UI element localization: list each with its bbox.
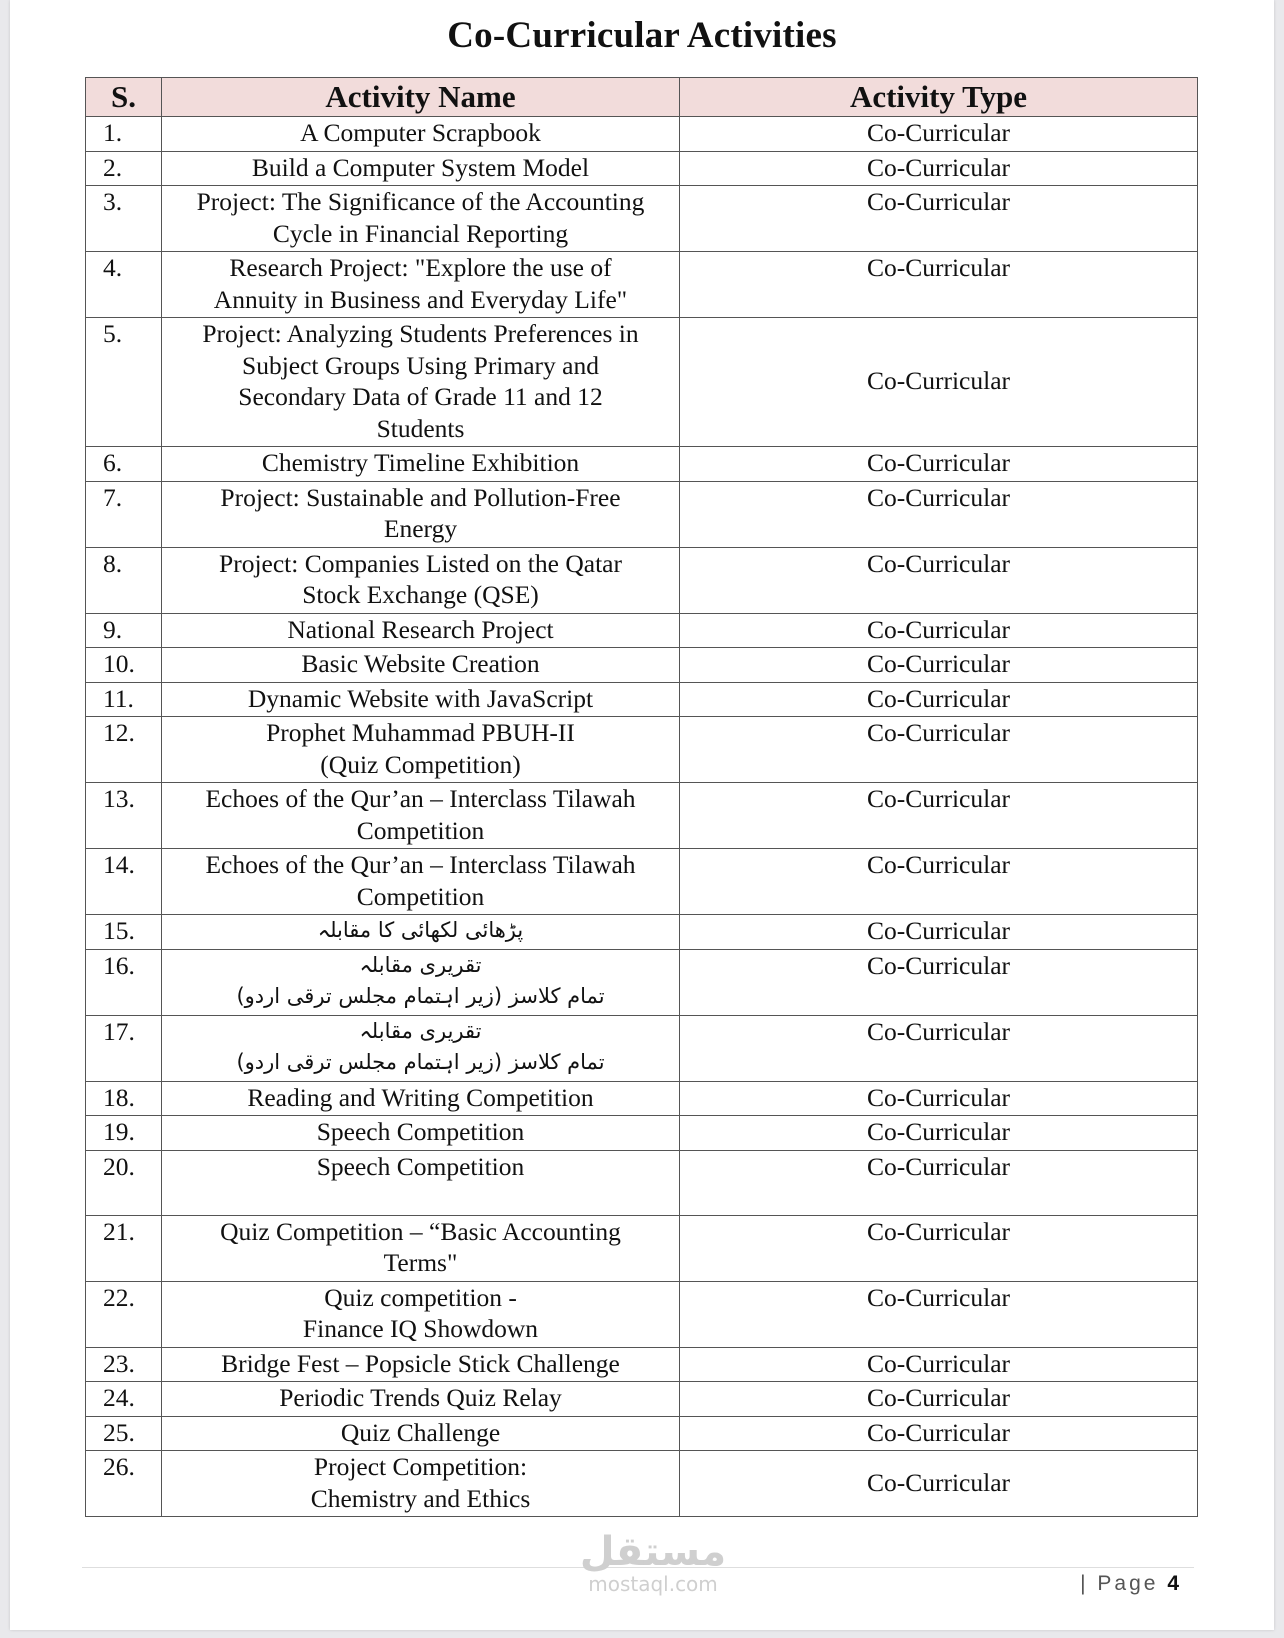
row-serial: 23.: [86, 1347, 162, 1382]
row-activity-name: Periodic Trends Quiz Relay: [162, 1382, 680, 1417]
watermark: [572, 1529, 734, 1596]
row-activity-name: تقریری مقابلہ تمام کلاسز (زیر اہتمام مجلس ترقی اردو): [162, 949, 680, 1015]
row-serial: 18.: [86, 1081, 162, 1116]
table-row: [86, 613, 1198, 648]
row-activity-type: Co-Curricular: [680, 547, 1198, 613]
table-row: [86, 717, 1198, 783]
row-serial: 15.: [86, 915, 162, 950]
document-page: [10, 0, 1274, 1630]
table-row: [86, 186, 1198, 252]
row-serial: 20.: [86, 1150, 162, 1215]
row-serial: 12.: [86, 717, 162, 783]
header-activity-name: Activity Name: [162, 78, 680, 117]
row-activity-type: Co-Curricular: [680, 1116, 1198, 1151]
row-serial: 25.: [86, 1416, 162, 1451]
table-row: [86, 1451, 1198, 1517]
row-activity-name: Speech Competition: [162, 1116, 680, 1151]
row-activity-name: Basic Website Creation: [162, 648, 680, 683]
row-activity-type: Co-Curricular: [680, 1382, 1198, 1417]
table-row: [86, 1081, 1198, 1116]
table-row: [86, 1347, 1198, 1382]
row-activity-type: Co-Curricular: [680, 447, 1198, 482]
row-activity-type: Co-Curricular: [680, 783, 1198, 849]
row-activity-type: Co-Curricular: [680, 117, 1198, 152]
row-activity-name: Project: Sustainable and Pollution-Free Energy: [162, 481, 680, 547]
row-activity-type: Co-Curricular: [680, 1150, 1198, 1215]
row-activity-type: Co-Curricular: [680, 481, 1198, 547]
table-row: [86, 783, 1198, 849]
page-title: Co-Curricular Activities: [447, 15, 837, 56]
row-activity-name: Reading and Writing Competition: [162, 1081, 680, 1116]
row-activity-type: Co-Curricular: [680, 1281, 1198, 1347]
row-serial: 2.: [86, 151, 162, 186]
table-row: [86, 1382, 1198, 1417]
row-serial: 16.: [86, 949, 162, 1015]
row-activity-name: Echoes of the Qur’an – Interclass Tilawah Competition: [162, 849, 680, 915]
table-row: [86, 151, 1198, 186]
page-label: Page: [1097, 1572, 1159, 1595]
row-activity-name: Project: Analyzing Students Preferences in Subject Groups Using Primary and Secondary Data of Grade 11 and 12 Students: [162, 318, 680, 447]
table-row: [86, 447, 1198, 482]
row-activity-name: Speech Competition: [162, 1150, 680, 1215]
row-activity-type: Co-Curricular: [680, 915, 1198, 950]
row-activity-name: A Computer Scrapbook: [162, 117, 680, 152]
row-serial: 4.: [86, 252, 162, 318]
watermark-url: mostaql.com: [588, 1572, 718, 1596]
row-serial: 5.: [86, 318, 162, 447]
row-serial: 9.: [86, 613, 162, 648]
table-body: [86, 117, 1198, 1517]
table-row: [86, 949, 1198, 1015]
row-serial: 6.: [86, 447, 162, 482]
table-row: [86, 682, 1198, 717]
row-serial: 3.: [86, 186, 162, 252]
row-activity-type: Co-Curricular: [680, 1081, 1198, 1116]
row-activity-name: Prophet Muhammad PBUH-II (Quiz Competition): [162, 717, 680, 783]
row-activity-type: Co-Curricular: [680, 717, 1198, 783]
table-row: [86, 1116, 1198, 1151]
table-header-row: [86, 78, 1198, 117]
table-row: [86, 648, 1198, 683]
row-activity-type: Co-Curricular: [680, 151, 1198, 186]
row-activity-name: Quiz Challenge: [162, 1416, 680, 1451]
row-activity-type: Co-Curricular: [680, 252, 1198, 318]
row-activity-name: Project: The Significance of the Accounting Cycle in Financial Reporting: [162, 186, 680, 252]
row-serial: 14.: [86, 849, 162, 915]
row-serial: 21.: [86, 1215, 162, 1281]
row-serial: 10.: [86, 648, 162, 683]
row-activity-name: Project: Companies Listed on the Qatar Stock Exchange (QSE): [162, 547, 680, 613]
row-serial: 7.: [86, 481, 162, 547]
row-activity-name: Quiz Competition – “Basic Accounting Terms": [162, 1215, 680, 1281]
page-number: | Page 4: [1080, 1572, 1182, 1595]
row-activity-type: Co-Curricular: [680, 613, 1198, 648]
row-activity-name: Echoes of the Qur’an – Interclass Tilawah Competition: [162, 783, 680, 849]
row-serial: 22.: [86, 1281, 162, 1347]
row-activity-type: Co-Curricular: [680, 849, 1198, 915]
table-row: [86, 117, 1198, 152]
header-activity-type: Activity Type: [680, 78, 1198, 117]
row-activity-type: Co-Curricular: [680, 682, 1198, 717]
table-row: [86, 1015, 1198, 1081]
row-activity-name: تقریری مقابلہ تمام کلاسز (زیر اہتمام مجلس ترقی اردو): [162, 1015, 680, 1081]
row-activity-type: Co-Curricular: [680, 318, 1198, 447]
table-row: [86, 481, 1198, 547]
table-row: [86, 915, 1198, 950]
row-serial: 8.: [86, 547, 162, 613]
row-serial: 11.: [86, 682, 162, 717]
row-activity-type: Co-Curricular: [680, 1347, 1198, 1382]
row-activity-name: Project Competition: Chemistry and Ethics: [162, 1451, 680, 1517]
row-activity-type: Co-Curricular: [680, 949, 1198, 1015]
row-serial: 1.: [86, 117, 162, 152]
row-activity-name: Research Project: "Explore the use of Annuity in Business and Everyday Life": [162, 252, 680, 318]
row-activity-type: Co-Curricular: [680, 1416, 1198, 1451]
row-serial: 26.: [86, 1451, 162, 1517]
table-row: [86, 547, 1198, 613]
row-activity-type: Co-Curricular: [680, 1015, 1198, 1081]
table-row: [86, 1215, 1198, 1281]
row-activity-type: Co-Curricular: [680, 1215, 1198, 1281]
row-activity-type: Co-Curricular: [680, 648, 1198, 683]
watermark-arabic: مستقل: [579, 1529, 727, 1575]
row-activity-name: Build a Computer System Model: [162, 151, 680, 186]
table-row: [86, 252, 1198, 318]
header-serial: S.: [86, 78, 162, 117]
row-activity-name: Bridge Fest – Popsicle Stick Challenge: [162, 1347, 680, 1382]
row-activity-type: Co-Curricular: [680, 1451, 1198, 1517]
table-row: [86, 849, 1198, 915]
table-row: [86, 1150, 1198, 1215]
table-row: [86, 1416, 1198, 1451]
row-activity-name: Dynamic Website with JavaScript: [162, 682, 680, 717]
row-serial: 19.: [86, 1116, 162, 1151]
row-activity-name: پڑھائی لکھائی کا مقابلہ: [162, 915, 680, 950]
table-row: [86, 318, 1198, 447]
row-serial: 17.: [86, 1015, 162, 1081]
row-activity-name: Chemistry Timeline Exhibition: [162, 447, 680, 482]
row-serial: 13.: [86, 783, 162, 849]
activities-table: [85, 77, 1198, 1517]
row-activity-type: Co-Curricular: [680, 186, 1198, 252]
page-number-value: 4: [1167, 1572, 1182, 1595]
table-row: [86, 1281, 1198, 1347]
row-activity-name: Quiz competition - Finance IQ Showdown: [162, 1281, 680, 1347]
row-serial: 24.: [86, 1382, 162, 1417]
row-activity-name: National Research Project: [162, 613, 680, 648]
